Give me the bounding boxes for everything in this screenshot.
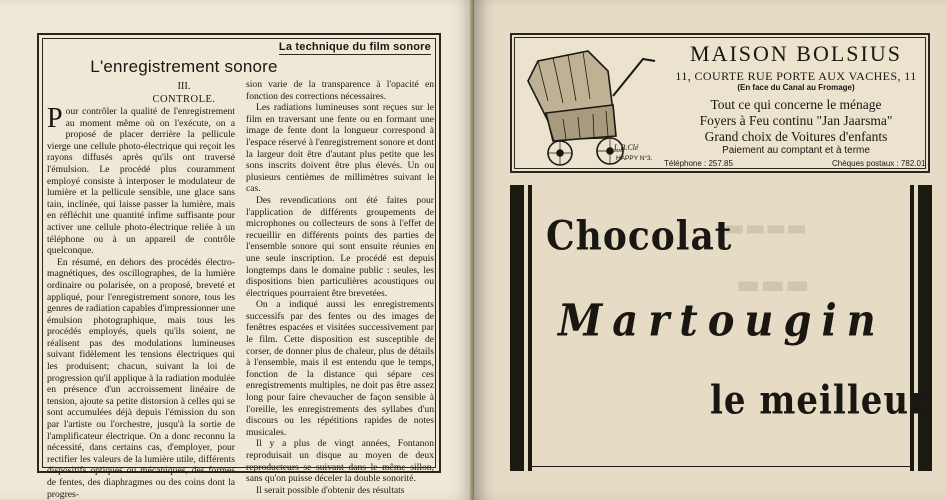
advert-title: Chocolat <box>546 212 733 260</box>
telephone-number: Téléphone : 257.85 <box>664 159 733 168</box>
show-through-mark: ▬▬▬ <box>736 270 810 300</box>
border-bar <box>528 185 532 471</box>
postal-cheque-number: Chèques postaux : 782.01 <box>832 159 926 168</box>
chocolat-advert <box>510 185 932 475</box>
shop-name: MAISON BOLSIUS <box>690 41 902 66</box>
shop-address: 11, COURTE RUE PORTE AUX VACHES, 11 <box>675 69 917 83</box>
paragraph <box>47 103 235 257</box>
text-column-right <box>246 79 434 496</box>
advert-slogan: le meilleur <box>710 378 929 424</box>
section-heading: CONTROLE. <box>152 94 216 105</box>
ad-line: Tout ce qui concerne le ménage <box>710 97 882 112</box>
paragraph: sion varie de la transparence à l'opacité en fonction des corrections nécessaires. <box>246 79 434 102</box>
text-column-left <box>47 103 235 500</box>
paragraph: On a indiqué aussi les enregistrements successifs par des fentes ou des images de fenêtres espacées et visitées successivement par le film. Cette disposition est susceptible de corser, de donner plus de chaleur, plus de détails à l'ensemble, mais il est entendu que le temps, fonction de la distance qui sépare ces enregistrements multiples, ne doit pas être assez long pour faire chevaucher de façon sensible à l'oreille, les enregistrements des syllabes d'un discours ou les répétitions rapides de notes musicales. <box>246 299 434 438</box>
bolsius-advert <box>510 33 930 173</box>
running-head: La technique du film sonore <box>278 41 431 53</box>
border-bar <box>910 185 914 471</box>
shop-landmark: (En face du Canal au Fromage) <box>737 83 855 92</box>
paragraph: Il serait possible d'obtenir des résultats <box>256 484 405 496</box>
payment-terms: Paiement au comptant et à terme <box>722 145 870 156</box>
paragraph: En résumé, en dehors des procédés électro-magnétiques, des oscillographes, de la lumière ordinaire ou polarisée, on a proposé, breveté et appliqué, pour l'enregistrement sonore, tous les genres de radiation capables d'impressionner une émulsion photographique, mais tous les procédés employés, quels qu'ils soient, ne réalisent pas des modulations lumineuses suivant fidèlement les tensions électriques qui les produisent; chacun, suivant la loi de progression qu'il applique à la radiation modulée en présence d'un accroissement linéaire de tension, ajoute sa petite distorsion à celles qui se sont accumulées déjà depuis l'émission du son par l'artiste ou l'orchestre, jusqu'à la sortie de l'amplificateur électrique. On a donc reconnu la nécessité, dans certains cas, d'employer, pour rectifier les valeurs de la lumière utile, différents dispositifs optiques ou mécaniques, des formes de fentes, des diaphragmes ou des coins dont la progres- <box>47 256 235 500</box>
paragraph: Les radiations lumineuses sont reçues sur le film en traversant une fente ou en formant une image de fente dont la longueur correspond à l'espace réservé à l'enregistrement sonore et dont la largeur doit être d'autant plus petite que les sons inscrits doivent être plus élevés. Un ou plusieurs centièmes de millimètres suivant le cas. <box>246 102 434 195</box>
border-bar <box>510 185 524 471</box>
paragraph-text: our contrôler la qualité de l'enregistrement au moment même où on l'exécute, on a proposé de placer derrière la pellicule vierge une cellule photo-électrique qui reçoit les rayons diffusés après qu'ils ont traversé l'émulsion. Le procédé plus couramment employé consiste à interposer le modulateur de lumière et la pellicule sensible, une glace sans tain, inclinée, qui laisse passer la lumière, mais en réfléchit une quantité infime suffisante pour activer une cellule photo-électrique reliée à un téléphone ou à un appareil de contrôle quelconque. <box>47 106 235 257</box>
drop-cap: P <box>47 103 63 134</box>
show-through-mark: ▬▬▬▬ <box>724 215 808 241</box>
article-title: L'enregistrement sonore <box>90 57 278 76</box>
ad-line: Grand choix de Voitures d'enfants <box>704 129 888 144</box>
divider <box>532 466 910 468</box>
artist-signature: L.B.Clé <box>614 143 639 152</box>
border-bar <box>918 185 932 471</box>
part-number: III. <box>177 81 191 92</box>
paragraph: Il y a plus de vingt années, Fontanon reproduisait un disque au moyen de deux reproducteurs se suivant dans le même sillon, sans qu'on puisse déceler la double sonorité. <box>246 438 434 485</box>
ad-line: Foyers à Feu continu "Jan Jaarsma" <box>699 113 893 128</box>
article-frame <box>37 33 441 500</box>
model-label: HAPPY N°3. <box>616 155 653 162</box>
right-page <box>474 0 946 500</box>
paragraph: Des revendications ont été faites pour l'application de différents groupements de microphones ou collecteurs de sons à l'effet de recueillir en différents points des parties de l'ensemble sonore qui sont ensuite réunies en une seule inscription. Le procédé est depuis longtemps dans le domaine public : seules, les dispositions bien particulières acoustiques ou électriques pourraient être brevetées. <box>246 194 434 299</box>
brand-name: Martougin <box>558 294 886 347</box>
